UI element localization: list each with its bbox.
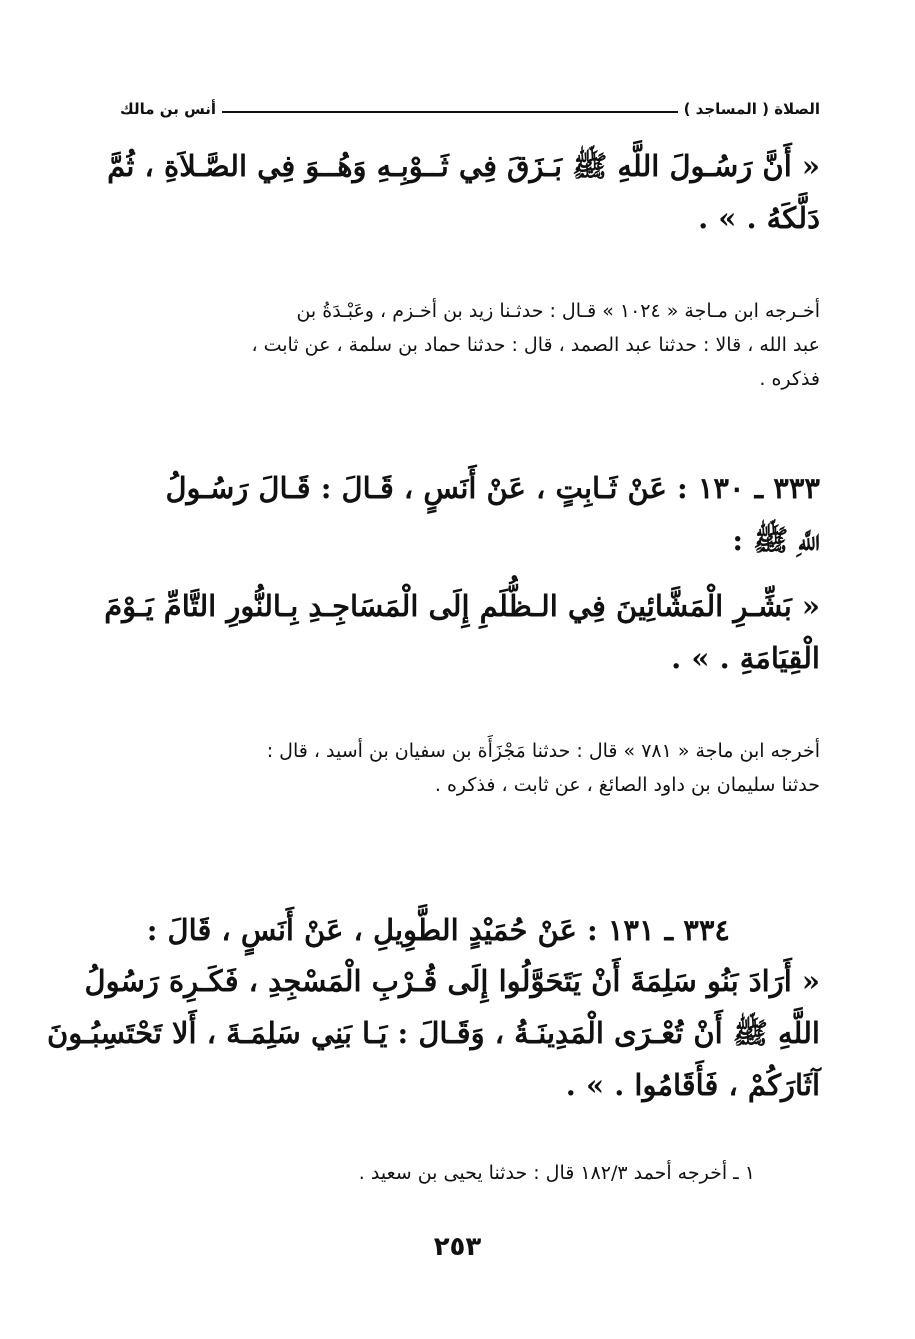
takhrij-333 [120, 734, 820, 802]
hadith-line: « أَنَّ رَسُـولَ اللَّهِ ﷺ بَـزَقَ فِي ثَــوْبِـهِ وَهُــوَ فِي الصَّـلاَةِ ، ثُمَّ [107, 149, 820, 183]
takhrij-line: فذكره . [759, 368, 820, 390]
header-rule [222, 111, 678, 113]
hadith-line: اللَّهِ ﷺ أَنْ تُعْـرَى الْمَدِينَـةُ ، وَقَـالَ : يَـا بَنِي سَلِمَـةَ ، أَلا تَحْتَسِبُـونَ [46, 1016, 820, 1050]
hadith-line: دَلَّكَهُ . » . [698, 201, 820, 235]
footnote: ١ ـ أخرجه أحمد ١٨٢/٣ قال : حدثنا يحيى بن سعيد . [358, 1162, 755, 1184]
hadith-heading-333 [120, 462, 820, 566]
header-narrator-name: أنس بن مالك [120, 100, 217, 118]
hadith-heading-line: اللَّهِ ﷺ : [732, 523, 820, 557]
hadith-heading-line: ٣٣٤ ـ ١٣١ : عَنْ حُمَيْدٍ الطَّوِيلِ ، عَنْ أَنَسٍ ، قَالَ : [146, 913, 730, 947]
hadith-line: الْقِيَامَةِ . » . [671, 641, 820, 675]
takhrij-line: عبد الله ، قالا : حدثنا عبد الصمد ، قال : حدثنا حماد بن سلمة ، عن ثابت ، [251, 334, 820, 356]
header-chapter-title: الصلاة ( المساجد ) [683, 100, 820, 118]
hadith-heading-334 [120, 904, 820, 956]
takhrij-line: أخرجه ابن ماجة « ٧٨١ » قال : حدثنا مَجْزَأَة بن سفيان بن أسيد ، قال : [266, 740, 820, 762]
hadith-line: آثَارَكُمْ ، فَأَقَامُوا . » . [565, 1068, 820, 1102]
page-number: ٢٥٣ [433, 1232, 482, 1262]
running-header [120, 96, 820, 122]
takhrij-1 [120, 294, 820, 396]
hadith-heading-line: ٣٣٣ ـ ١٣٠ : عَنْ ثَـابِتٍ ، عَنْ أَنَسٍ ، قَـالَ : قَـالَ رَسُـولُ [165, 471, 820, 505]
hadith-text-1 [107, 140, 820, 244]
takhrij-line: أخـرجه ابن مـاجة « ١٠٢٤ » قـال : حدثـنا زيد بن أخـزم ، وعَبْـدَةُ بن [296, 300, 820, 322]
hadith-text-333 [104, 580, 820, 684]
hadith-line: « بَشِّـرِ الْمَشَّائِينَ فِي الـظُّلَمِ إِلَى الْمَسَاجِـدِ بِـالنُّورِ التَّامِّ يَـوْمَ [104, 589, 820, 623]
takhrij-line: حدثنا سليمان بن داود الصائغ ، عن ثابت ، فذكره . [434, 774, 820, 796]
hadith-line: « أَرَادَ بَنُو سَلِمَةَ أَنْ يَتَحَوَّلُوا إِلَى قُـرْبِ الْمَسْجِدِ ، فَكَـرِهَ رَسُولُ [84, 964, 820, 998]
hadith-text-334 [46, 955, 820, 1111]
